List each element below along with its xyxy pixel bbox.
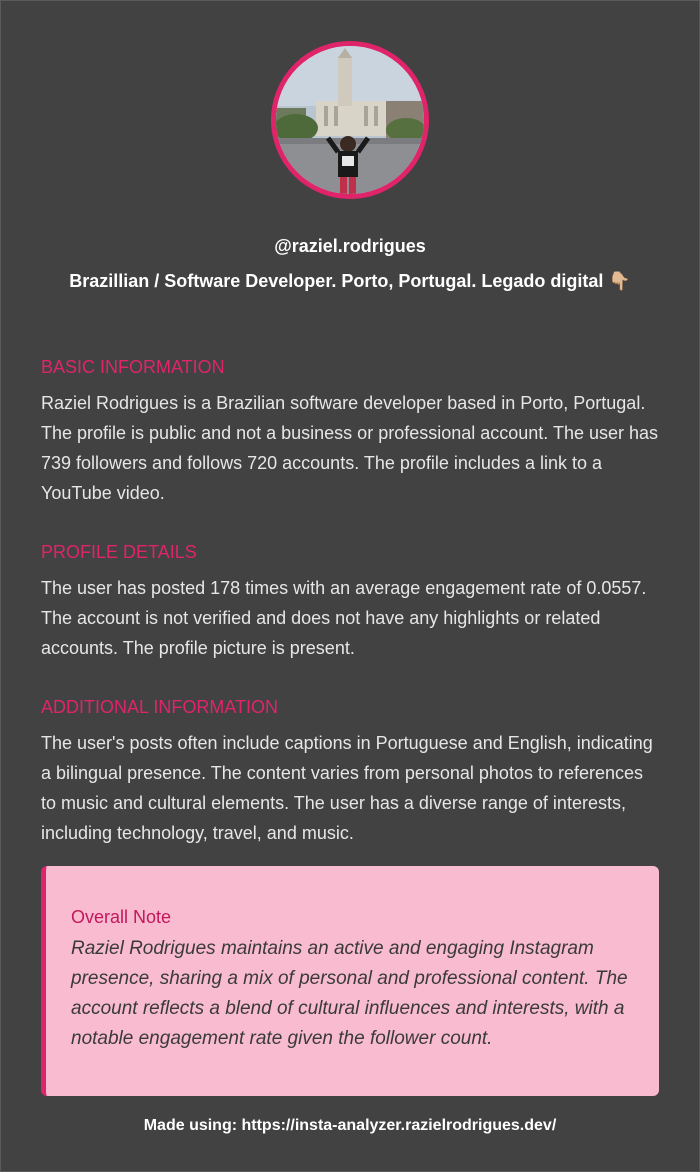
- profile-bio: Brazillian / Software Developer. Porto, Portugal. Legado digital 👇🏼: [69, 271, 631, 291]
- section-basic-information: [41, 356, 661, 508]
- section-title: ADDITIONAL INFORMATION: [41, 697, 279, 717]
- profile-avatar: [271, 41, 429, 199]
- avatar-photo: [276, 46, 424, 194]
- section-additional-information: [41, 696, 661, 848]
- overall-note-card: [41, 866, 659, 1096]
- section-profile-details: [41, 541, 661, 663]
- section-text: Raziel Rodrigues is a Brazilian software developer based in Porto, Portugal. The profile is public and not a business or professional account. The user has 739 followers and follows 720 accounts. The profile includes a link to a YouTube video.: [41, 393, 659, 503]
- profile-username: @raziel.rodrigues: [274, 236, 426, 256]
- note-title: Overall Note: [71, 907, 172, 927]
- section-title: PROFILE DETAILS: [41, 542, 197, 562]
- note-text: Raziel Rodrigues maintains an active and engaging Instagram presence, sharing a mix of personal and professional content. The account reflects a blend of cultural influences and interests, with a notable engagement rate given the follower count.: [71, 938, 628, 1049]
- section-title: BASIC INFORMATION: [41, 357, 225, 377]
- section-text: The user has posted 178 times with an average engagement rate of 0.0557. The account is not verified and does not have any highlights or related accounts. The profile picture is present.: [41, 578, 647, 658]
- section-text: The user's posts often include captions in Portuguese and English, indicating a bilingual presence. The content varies from personal photos to references to music and cultural elements. The user has a diverse range of interests, including technology, travel, and music.: [41, 733, 653, 843]
- footer-credit: Made using: https://insta-analyzer.razielrodrigues.dev/: [143, 1117, 557, 1134]
